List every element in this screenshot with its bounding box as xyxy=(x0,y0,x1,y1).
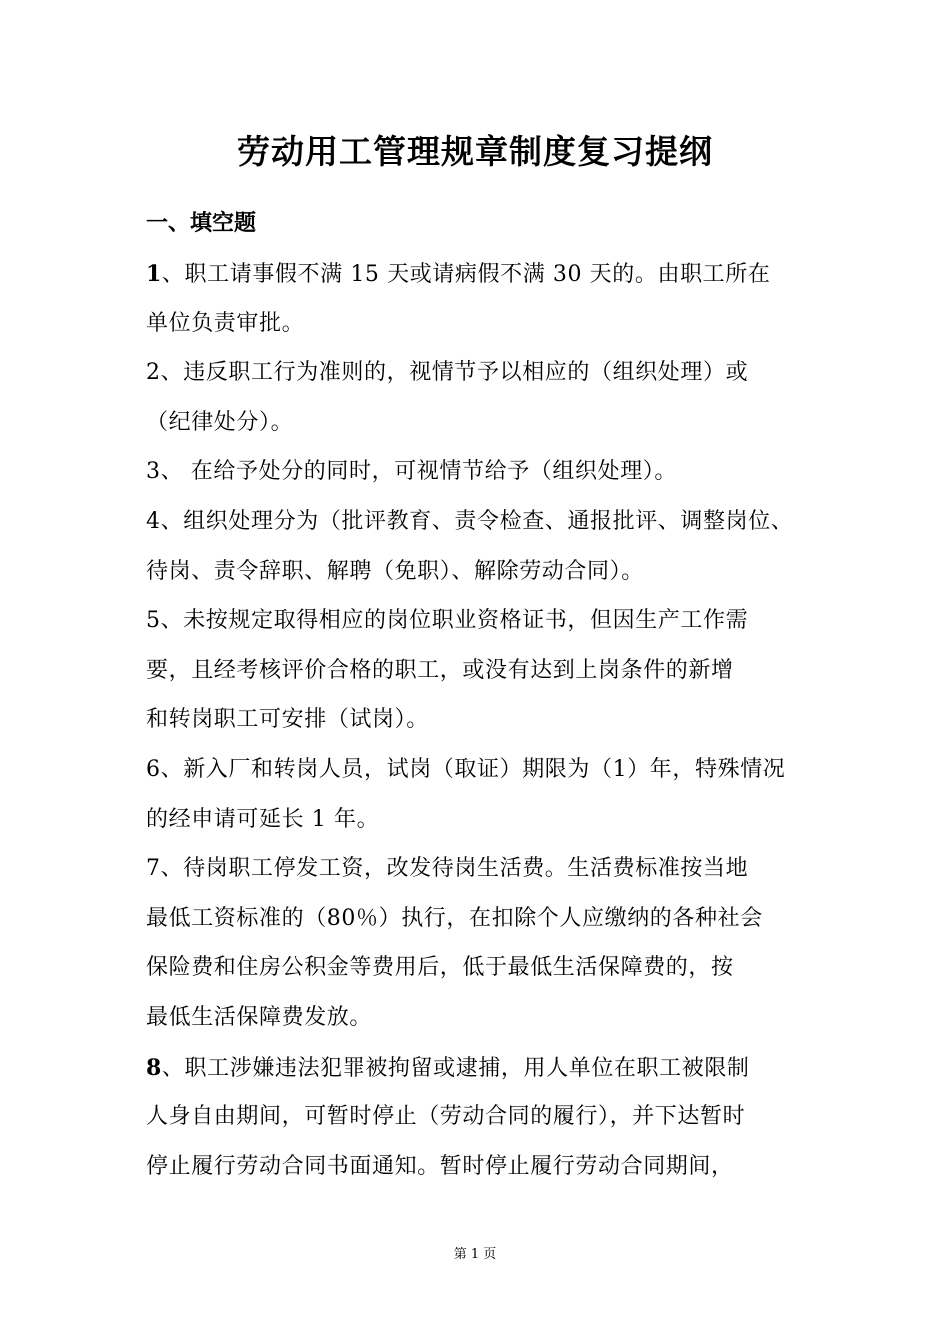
item-number: 8 xyxy=(146,1054,162,1081)
page-footer: 第 1 页 xyxy=(453,1247,497,1262)
text-line xyxy=(146,300,826,348)
line-text: 保险费和住房公积金等费用后，低于最低生活保障费的，按 xyxy=(146,955,734,981)
text-line xyxy=(146,796,826,844)
text-line xyxy=(146,647,826,695)
line-text: 人身自由期间，可暂时停止（劳动合同的履行），并下达暂时 xyxy=(146,1104,746,1130)
line-text: 7、待岗职工停发工资，改发待岗生活费。生活费标准按当地 xyxy=(146,856,749,882)
text-line xyxy=(146,994,826,1042)
text-line xyxy=(146,448,826,496)
text-line xyxy=(146,349,826,397)
line-text: 单位负责审批。 xyxy=(146,310,305,336)
line-text: 停止履行劳动合同书面通知。暂时停止履行劳动合同期间， xyxy=(146,1153,734,1179)
item-number: 1 xyxy=(146,261,162,287)
line-text: 、职工涉嫌违法犯罪被拘留或逮捕，用人单位在职工被限制 xyxy=(161,1055,750,1081)
line-text: 3、 在给予处分的同时，可视情节给予（组织处理）。 xyxy=(146,459,677,485)
text-line xyxy=(146,597,826,645)
text-line xyxy=(146,1093,826,1141)
text-line xyxy=(146,498,826,546)
text-line xyxy=(146,746,826,794)
line-text: 的经申请可延长 1 年。 xyxy=(146,806,380,832)
text-line xyxy=(146,696,826,744)
text-line xyxy=(146,845,826,893)
line-text: 待岗、责令辞职、解聘（免职）、解除劳动合同）。 xyxy=(146,558,644,584)
section-heading: 一、填空题 xyxy=(146,211,257,236)
line-text: 和转岗职工可安排（试岗）。 xyxy=(146,707,429,733)
line-text: 2、违反职工行为准则的，视情节予以相应的（组织处理）或 xyxy=(146,360,749,386)
line-text: 最低工资标准的（80％）执行，在扣除个人应缴纳的各种社会 xyxy=(146,905,763,931)
line-text: 、职工请事假不满 15 天或请病假不满 30 天的。由职工所在 xyxy=(161,262,771,287)
text-line xyxy=(146,548,826,596)
line-text: 最低生活保障费发放。 xyxy=(146,1005,373,1030)
text-line xyxy=(146,944,826,992)
text-line xyxy=(146,1143,826,1191)
text-line xyxy=(146,895,826,943)
text-line xyxy=(146,399,826,447)
text-line xyxy=(146,1044,826,1093)
line-text: 6、新入厂和转岗人员，试岗（取证）期限为（1）年，特殊情况 xyxy=(146,757,786,782)
line-text: 4、组织处理分为（批评教育、责令检查、通报批评、调整岗位、 xyxy=(146,509,794,534)
line-text: （纪律处分）。 xyxy=(146,409,294,435)
line-text: 要，且经考核评价合格的职工，或没有达到上岗条件的新增 xyxy=(146,657,734,683)
text-line xyxy=(146,250,826,299)
page-title: 劳动用工管理规章制度复习提纲 xyxy=(237,132,713,171)
line-text: 5、未按规定取得相应的岗位职业资格证书，但因生产工作需 xyxy=(146,608,749,634)
